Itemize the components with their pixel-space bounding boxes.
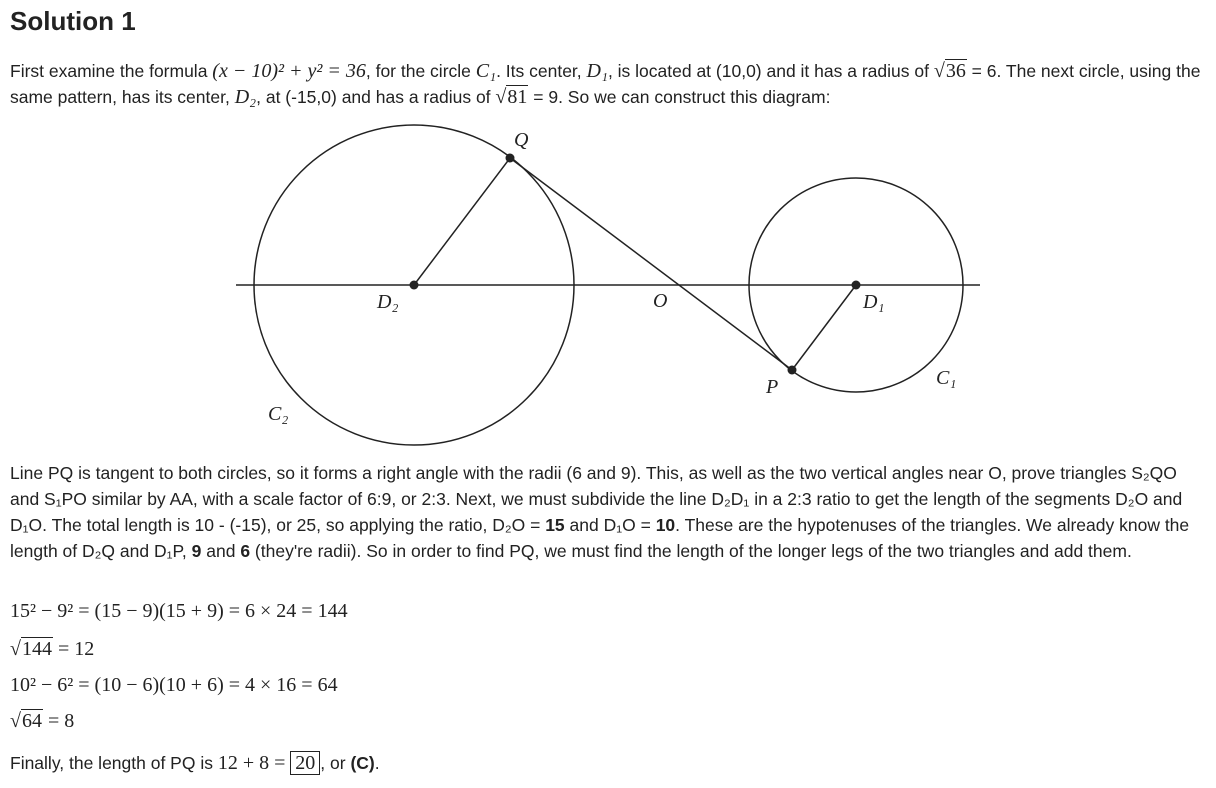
equation-4-result: = 8 [42, 710, 75, 732]
final-text-3: . [374, 753, 380, 773]
label-c2: C₂ [268, 403, 289, 425]
explanation-text-4: and [201, 541, 241, 561]
explanation-text-1: Line PQ is tangent to both circles, so it forms a right angle with the radii (6 and 9). This, as well as the two vertical angles near O, prove triangles S₂QO and S₁PO similar by AA, with a scale factor of 6:9, or 2:3. Next, we must subdivide the line D₂D₁ in a 2:3 ratio to get the length of the segments D₂O and D₁O. The total length is 10 - (-15), or 25, so applying the ratio, D₂O = [10, 463, 1183, 535]
equation-3: 10² − 6² = (10 − 6)(10 + 6) = 4 × 16 = 64 [10, 674, 338, 696]
intro-text-3: . Its center, [496, 61, 587, 81]
tangent-circles-diagram [0, 120, 1216, 455]
tangent-line-pq [510, 158, 792, 370]
radicand-144: 144 [21, 638, 52, 660]
radicand-64: 64 [21, 710, 42, 732]
radius-d1-p [792, 285, 856, 370]
label-q: Q [514, 129, 529, 151]
label-o: O [653, 290, 668, 312]
equation-4 [10, 710, 74, 733]
explanation-text-5: (they're radii). So in order to find PQ, we must find the length of the longer legs of the two triangles and add them. [250, 541, 1132, 561]
value-d2q: 9 [191, 541, 202, 561]
intro-text-4: , is located at (10,0) and it has a radius of [607, 61, 934, 81]
sqrt-144: √144 [10, 638, 52, 660]
intro-text-6: , at (-15,0) and has a radius of [256, 87, 496, 107]
final-text-2: , or [320, 753, 351, 773]
sqrt-36: √36 [933, 60, 966, 82]
label-c1: C₁ [936, 367, 957, 389]
point-d1 [852, 281, 861, 290]
equation-2-result: = 12 [52, 638, 95, 660]
intro-text-7: = 9. So we can construct this diagram: [528, 87, 831, 107]
radius-d2-q [414, 158, 510, 285]
radicand-36: 36 [945, 60, 966, 82]
solution-title: Solution 1 [10, 6, 136, 36]
center-d2-label: D₂ [234, 86, 257, 108]
intro-text-2: , for the circle [365, 61, 476, 81]
circle-c1-label: C₁ [475, 60, 497, 82]
value-d1p: 6 [240, 541, 251, 561]
explanation-paragraph [10, 460, 1210, 564]
explanation-text-2: and D₁O = [564, 515, 656, 535]
final-answer-line [10, 752, 380, 775]
value-d2o: 15 [545, 515, 565, 535]
value-d1o: 10 [655, 515, 676, 535]
sqrt-81: √81 [495, 86, 528, 108]
point-q [506, 154, 515, 163]
label-d2: D₂ [377, 291, 399, 313]
equation-1: 15² − 9² = (15 − 9)(15 + 9) = 6 × 24 = 144 [10, 600, 348, 622]
intro-text-5: = 6. The next circle, using the same pattern, has its center, [10, 61, 1201, 107]
label-d1: D₁ [863, 291, 885, 313]
point-p [788, 366, 797, 375]
label-p: P [766, 376, 779, 398]
radicand-81: 81 [507, 86, 528, 108]
circle-formula: (x − 10)² + y² = 36 [212, 60, 366, 82]
sqrt-64: √64 [10, 710, 42, 732]
intro-text-1: First examine the formula [10, 61, 213, 81]
final-expression: 12 + 8 = [217, 752, 286, 774]
equation-2 [10, 638, 94, 661]
intro-paragraph [10, 58, 1205, 110]
boxed-answer: 20 [290, 751, 320, 775]
answer-choice: (C) [350, 753, 375, 773]
point-d2 [410, 281, 419, 290]
center-d1-label: D₁ [586, 60, 608, 82]
final-text-1: Finally, the length of PQ is [10, 753, 218, 773]
explanation-text-3: . These are the hypotenuses of the triangles. We already know the length of D₂Q and D₁P, [10, 515, 1190, 561]
